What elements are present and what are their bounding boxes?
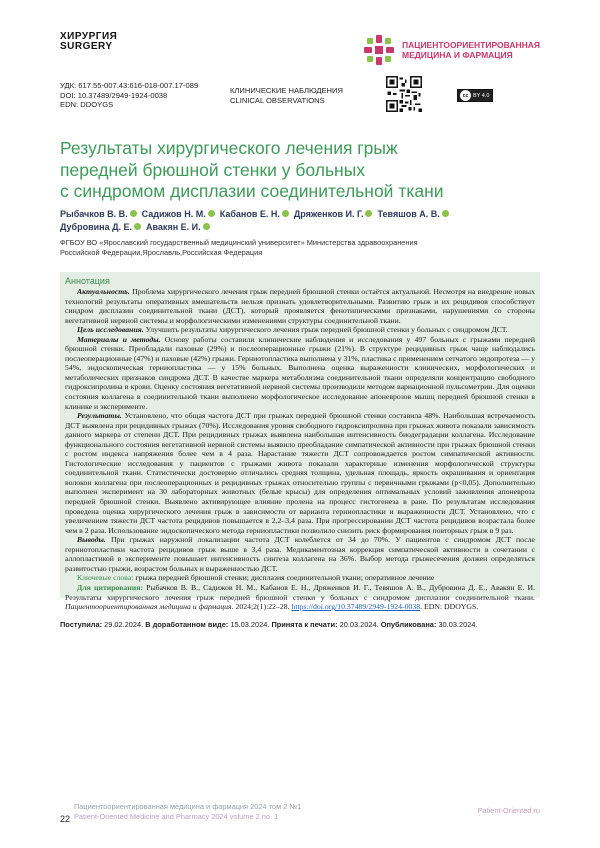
- methods-label: Материалы и методы.: [77, 334, 161, 344]
- udk: УДК: 617.55-007.43:616-018-007.17-089: [60, 81, 199, 90]
- affiliation: [60, 238, 540, 258]
- orcid-icon[interactable]: [208, 210, 215, 217]
- aim-text: Улучшить результаты хирургического лечения грыж передней брюшной стенки у больных с синдромом ДСТ.: [145, 325, 508, 335]
- title-line-3: с синдромом дисплазии соединительной ткани: [60, 181, 444, 201]
- doi[interactable]: DOI: 10.37489/2949-1924-0038: [60, 90, 168, 100]
- abstract-conclusions: [65, 535, 535, 573]
- journal-brand: [362, 28, 540, 72]
- footer-journal-en: Patient-Oriented Medicine and Pharmacy 2024 volume 2 no. 1: [74, 811, 279, 821]
- article-identifiers: [60, 81, 230, 110]
- cite-text: Рыбачков В. В., Садижов Н. М., Кабанов Е. Н., Дряженков И. Г., Тевяшов А. В., Дубровина Д. Е., Авакян Е. И. Результаты хирургического лечения грыж передней брюшной стенки у больных с синдромом дисплазии соединительной ткани.: [65, 582, 536, 602]
- abstract-keywords: [65, 573, 535, 583]
- journal-section-en: SURGERY: [60, 41, 113, 52]
- brand-name: [402, 40, 540, 60]
- brand-line-1: ПАЦИЕНТООРИЕНТИРОВАННАЯ: [401, 40, 540, 50]
- abstract-relevance: [65, 287, 535, 325]
- orcid-icon[interactable]: [134, 223, 141, 230]
- publication-dates: [60, 620, 540, 630]
- footer-journal-ru: Пациентоориентированная медицина и фармация 2024 том 2 №1: [74, 802, 302, 811]
- results-text: Установлено, что общая частота ДСТ при грыжах передней брюшной стенки составила 48%. Наибольшая встречаемость ДСТ выявлена при рецидивных грыжах (70%). Исследования уровня свободного гидроксипролина при грыжах живота показали зависимость данного маркера от степени ДСТ. При рецидивных грыжах выявлена наибольшая интенсивность биодеградации коллагена. Исследование функционального состояния вегетативной нервной системы выявило преобладание симпатической активности при грыжах брюшной стенки с ростом индекса напряжения более чем в 4 раза. Нарастание тяжести ДСТ сопровождается ростом симпатической активности. Гистологические исследования у пациентов с грыжами живота показали характерные изменения морфологической структуры соединительной ткани. Статистически достоверно отличались средняя толщина, удельная площадь, яркость окрашивания и ориентация волокон коллагена при послеоперационных и рецидивных грыжах относительно группы с первичными грыжами (p<0,05). Дополнительно выполнен эксперимент на 30 лабораторных животных (белые крысы) для определения оптимальных условий заживления апоневроза передней брюшной стенки. Выявлено активирующее влияние пролена на процесс гистогенеза в ране. По результатам исследования проведена оценка хирургического лечения грыж в зависимости от варианта герниопластики и выраженности ДСТ. Установлено, что с увеличением тяжести ДСТ частота рецидивов повышается в 2,2–3,4 раза. При прогрессировании ДСТ частота рецидивов возрастала более чем в 2 раза. Использование эндоскопического метода герниопластики позволило снизить риск формирования повторных грыж в 9 раз.: [65, 411, 535, 535]
- abstract-heading: Аннотация: [65, 276, 110, 286]
- aim-label: Цель исследования.: [77, 325, 144, 335]
- author-name: Авакян Е. И.: [146, 222, 201, 232]
- author-name: Кабанов Е. Н.: [219, 209, 280, 219]
- keywords-text: грыжа передней брюшной стенки; дисплазия соединительной ткани; оперативное лечение: [135, 573, 435, 583]
- abstract-methods: [65, 335, 535, 411]
- author-name: Тевяшов А. В.: [377, 209, 440, 219]
- methods-text: Основу работы составили клинические наблюдения и исследования у 497 больных с грыжами передней брюшной стенки. Преобладали паховые (29%) и послеоперационные грыжи (21%). В структуре рецидивных грыж чаще наблюдались послеоперационные (47%) и паховые (42%) грыжи. Герниотопластика выполнена у 31%, пластика с применением сетчатого эндопротеза — у 54%, эндоскопическая герниопластика — у 15% больных. Выполнена оценка выраженности клинических, морфологических и метаболических признаков синдрома ДСТ. В качестве маркера метаболизма соединительной ткани определяли концентрацию свободного гидроксипролина в крови. Оценку состояния вегетативной нервной системы производили методом вариационной пульсометрии. Для оценки состояния коллагена в соединительной ткани выполнено морфологическое исследование апоневрозов мышц передней брюшной стенки в клинике и эксперименте.: [65, 334, 536, 411]
- orcid-icon[interactable]: [365, 210, 372, 217]
- conclusions-text: При грыжах наружной локализации частота ДСТ колеблется от 34 до 70%. У пациентов с синдромом ДСТ после герниотопластики частота рецидивов грыж выше в 3,4 раза. Медикаментозная коррекция симпатической активности в сочетании с аллопластикой в эксперименте повышает интенсивность синтеза коллагена на 36%. Выбор метода грыжесечения должен определяться развитостью грыжи, возрастом больных и выраженностью ДСТ.: [65, 535, 535, 573]
- section-en: CLINICAL OBSERVATIONS: [230, 95, 325, 105]
- section-ru: КЛИНИЧЕСКИЕ НАБЛЮДЕНИЯ: [230, 86, 343, 95]
- license-badge[interactable]: [457, 89, 493, 102]
- received-date: 29.02.2024.: [104, 620, 144, 629]
- cite-doi-link[interactable]: https://doi.org/10.37489/2949-1924-0038: [291, 602, 421, 612]
- abstract-aim: [65, 325, 535, 335]
- received-label: Поступила:: [60, 620, 103, 629]
- author-name: Рыбачков В. В.: [60, 209, 128, 219]
- results-label: Результаты.: [77, 411, 122, 421]
- article-section: [230, 86, 380, 105]
- title-line-2: передней брюшной стенки у больных: [60, 159, 366, 180]
- cite-label: Для цитирования:: [77, 582, 143, 592]
- relevance-label: Актуальность.: [77, 287, 130, 296]
- edn: EDN: DDOYGS: [60, 100, 114, 110]
- page-footer: [60, 800, 540, 826]
- brand-line-2: МЕДИЦИНА И ФАРМАЦИЯ: [401, 50, 513, 60]
- affiliation-line-2: Российской Федерации,Ярославль,Российская Федерация: [60, 248, 263, 257]
- footer-website-link[interactable]: Patient-Oriented.ru: [477, 806, 540, 815]
- author-name: Садижов Н. М.: [141, 209, 206, 219]
- published-label: Опубликована:: [380, 620, 437, 629]
- page-number: 22: [60, 814, 71, 824]
- article-title: [60, 138, 540, 203]
- orcid-icon[interactable]: [282, 210, 289, 217]
- cross-logo-icon: [362, 33, 396, 67]
- relevance-text: Проблема хирургического лечения грыж передней брюшной стенки остаётся актуальной. Несмотря на внедрение новых технологий результаты оперативных вмешательств нельзя признать удовлетворительными. Развитию грыж и их рецидивов способствует синдром дисплазии соединительной ткани (ДСТ), который проявляется фенотипическими признаками, нарушениями со стороны вегетативной нервной системы и морфологическими изменениями структуры соединительной ткани.: [65, 287, 535, 325]
- abstract-box: [60, 272, 540, 612]
- conclusions-label: Выводы.: [77, 535, 106, 545]
- cite-journal: Пациентоориентированная медицина и фармация.: [65, 602, 234, 612]
- creative-commons-icon: cc: [460, 90, 471, 101]
- accepted-label: Принята к печати:: [271, 620, 338, 629]
- page-header: [60, 28, 540, 72]
- accepted-date: 20.03.2024.: [339, 620, 379, 629]
- author-name: Дубровина Д. Е.: [60, 222, 133, 232]
- orcid-icon[interactable]: [130, 210, 137, 217]
- cite-edn: . EDN: DDOYGS.: [420, 602, 479, 612]
- footer-journal: [74, 802, 301, 821]
- revised-date: 15.03.2024.: [230, 620, 270, 629]
- title-line-1: Результаты хирургического лечения грыж: [60, 138, 398, 158]
- orcid-icon[interactable]: [203, 223, 210, 230]
- abstract-results: [65, 411, 535, 535]
- abstract-citation: [65, 583, 535, 612]
- author-name: Дряженков И. Г.: [293, 209, 364, 219]
- qr-code-icon[interactable]: [386, 76, 422, 112]
- affiliation-line-1: ФГБОУ ВО «Ярославский государственный медицинский университет» Министерства здравоохранения: [60, 238, 418, 247]
- cite-volume: 2024;2(1):22–28.: [235, 602, 290, 612]
- revised-label: В доработанном виде:: [145, 620, 229, 629]
- license-label: BY 4.0: [473, 92, 490, 99]
- keywords-label: Ключевые слова:: [77, 573, 134, 583]
- published-date: 30.03.2024.: [438, 620, 478, 629]
- orcid-icon[interactable]: [442, 210, 449, 217]
- journal-section-ru: ХИРУРГИЯ: [60, 31, 118, 42]
- journal-section-logo: [60, 32, 117, 52]
- author-list: [60, 208, 540, 234]
